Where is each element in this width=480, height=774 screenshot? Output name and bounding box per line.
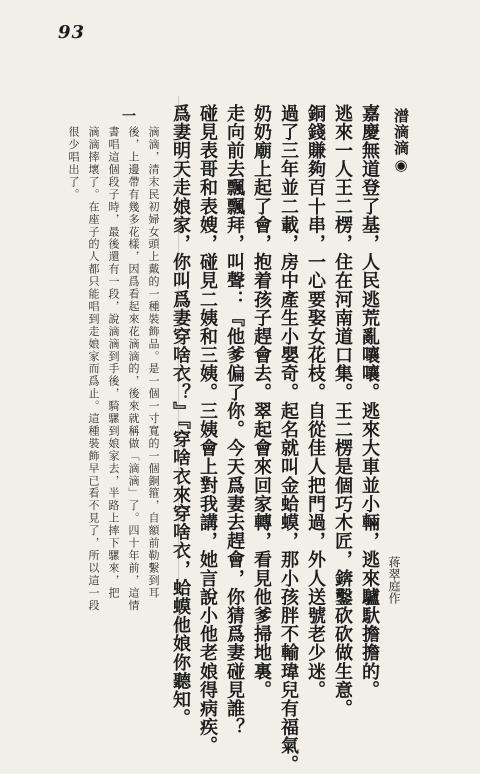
body-line: 走向前去飄飄拜，叫聲：『他爹偏了你。今天爲妻去趕會，你猜爲妻碰見誰？ xyxy=(224,104,245,737)
footnote-divider xyxy=(178,96,179,636)
poem-title: 潽滴滴◉ xyxy=(392,108,410,175)
body-line: 銅錢賺夠百十串，一心要娶女花枝。自從佳人把門過，外人送號老少迷。 xyxy=(305,104,326,700)
body-line: 嘉慶無道登了基，人民逃荒亂嚷嚷。逃來大車並小輛，逃來驢馱擔擔的。 xyxy=(359,104,380,700)
body-line: 逃來一人王二楞，住在河南道口集。王二楞是個巧木匠，錛鑿砍砍做生意。 xyxy=(332,104,353,718)
body-line: 奶奶廟上起了會，抱着孩子趕會去。翠起會來回家轉，看見他爹掃地裏。 xyxy=(251,104,272,700)
footnote-line: 很少唱出了。 xyxy=(67,126,80,201)
body-line: 過了三年並二載，房中產生小嬰奇。起名就叫金蛤蟆，那小孩胖不輸瑋兒有福氣。 xyxy=(278,104,299,774)
footnote-line: 滴滴，清末民初婦女頭上戴的一種裝飾品。是一個一寸寬的一個銅箍，自額前勒繫到耳 xyxy=(147,126,160,600)
page-number: 93 xyxy=(58,22,86,43)
author-credit: 蒋翠庭作 xyxy=(387,556,401,604)
body-line: 碰見表哥和表嫂，碰見二姨和三姨。三姨會上對我講，她言說小他老娘得病疾。 xyxy=(197,104,218,755)
footnote-line: 後，上邊帶有幾多花樣，因爲看起來花滴滴的，後來就稱做「滴滴」了。四十年前，這情 xyxy=(127,126,140,612)
body-line: 爲妻明天走娘家，你叫爲妻穿啥衣？』『穿啥衣來穿啥衣，蛤蟆他娘你聽知。 xyxy=(170,104,191,728)
footnote-line: 滴滴摔壞了。在座子的人都只能唱到走娘家而爲止。這種裝飾早已看不見了，所以這一段 xyxy=(87,126,100,612)
footnote-marker: 一 xyxy=(122,109,136,125)
footnote-line: 書唱這個段子時，最後還有一段，說滴滴到手後，騎騾到娘家去，半路上摔下騾來，把 xyxy=(107,126,120,600)
